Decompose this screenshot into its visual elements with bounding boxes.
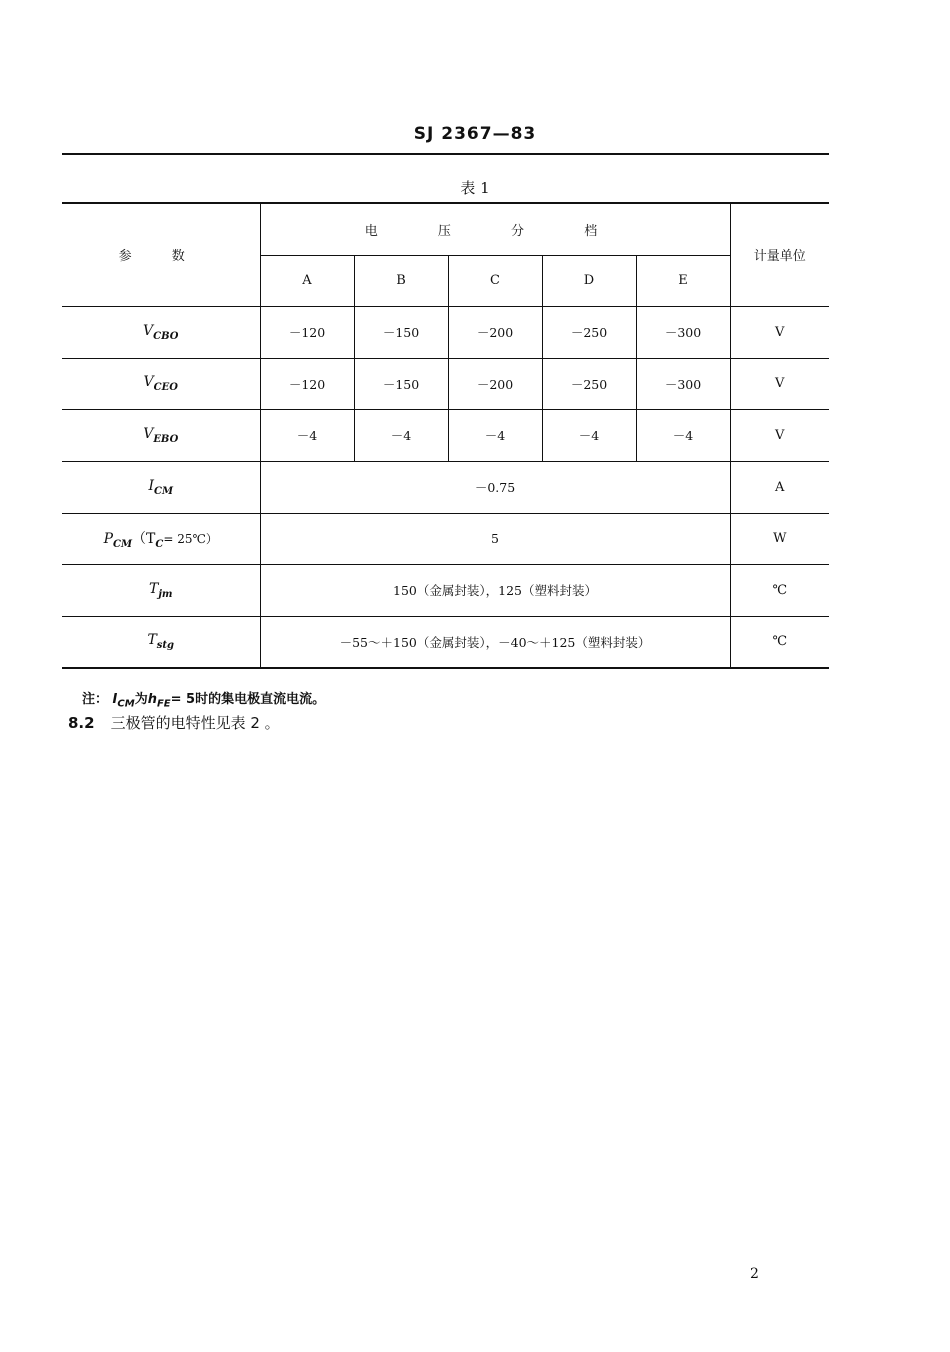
unit-cell: V: [730, 409, 829, 461]
merged-value-cell: －55～＋150（金属封装），－40～＋125（塑料封装）: [260, 616, 730, 668]
table-row: [62, 409, 829, 461]
param-symbol: V: [143, 425, 154, 442]
note-h: h: [147, 692, 157, 707]
table-row: [62, 513, 829, 564]
param-cell: [62, 564, 260, 616]
param-symbol: V: [143, 322, 154, 339]
param-subscript: jm: [158, 588, 173, 600]
param-subscript: CM: [113, 538, 133, 550]
param-symbol: I: [148, 477, 154, 494]
grade-cell: D: [542, 255, 636, 306]
param-subscript: CBO: [153, 330, 179, 342]
value-cell: －4: [636, 409, 730, 461]
note-symbol-subscript: CM: [117, 698, 135, 710]
table-row: [62, 358, 829, 409]
param-condition-subscript: C: [155, 538, 164, 550]
unit-cell: V: [730, 306, 829, 358]
param-cell: [62, 409, 260, 461]
value-cell: －250: [542, 306, 636, 358]
spec-table: [62, 202, 829, 669]
value-cell: －150: [354, 306, 448, 358]
table-note: [82, 688, 325, 710]
value-cell: －200: [448, 306, 542, 358]
note-symbol: I: [112, 692, 118, 707]
param-subscript: EBO: [153, 433, 179, 445]
param-subscript: CM: [154, 485, 174, 497]
value-cell: －4: [542, 409, 636, 461]
value-cell: －300: [636, 306, 730, 358]
voltage-group-header: 电 压 分 档: [260, 203, 730, 255]
note-tail: = 5时的集电极直流电流。: [170, 692, 326, 707]
table-header-row: [62, 203, 829, 255]
grade-cell: B: [354, 255, 448, 306]
param-cell: [62, 358, 260, 409]
table-title: 表 1: [460, 179, 490, 197]
param-subscript: CEO: [153, 381, 178, 393]
param-condition: （T: [132, 530, 156, 547]
param-cell: [62, 616, 260, 668]
section-8-2: [68, 712, 280, 733]
note-h-subscript: FE: [156, 698, 171, 710]
table-row: [62, 461, 829, 513]
note-prefix: 注：: [82, 692, 109, 707]
grade-cell: A: [260, 255, 354, 306]
section-text: 三极管的电特性见表 2 。: [110, 714, 280, 732]
param-cell: [62, 461, 260, 513]
unit-cell: V: [730, 358, 829, 409]
param-cell: [62, 306, 260, 358]
value-cell: －4: [448, 409, 542, 461]
unit-cell: ℃: [730, 564, 829, 616]
section-number: 8.2: [68, 714, 95, 732]
unit-cell: A: [730, 461, 829, 513]
unit-header: 计量单位: [730, 203, 829, 306]
param-symbol: T: [147, 632, 157, 649]
page-number: 2: [750, 1266, 759, 1282]
document-code: SJ 2367—83: [413, 124, 537, 144]
param-cell: [62, 513, 260, 564]
value-cell: －4: [260, 409, 354, 461]
note-mid: 为: [134, 692, 148, 707]
table-row: [62, 564, 829, 616]
value-cell: －120: [260, 358, 354, 409]
header-rule: [62, 153, 829, 155]
table-row: [62, 616, 829, 668]
grade-cell: C: [448, 255, 542, 306]
value-cell: －250: [542, 358, 636, 409]
merged-value-cell: 5: [260, 513, 730, 564]
param-condition-tail: = 25℃）: [163, 531, 218, 546]
param-subscript: stg: [156, 640, 175, 652]
value-cell: －150: [354, 358, 448, 409]
merged-value-cell: －0.75: [260, 461, 730, 513]
param-symbol: P: [103, 530, 113, 547]
grade-cell: E: [636, 255, 730, 306]
value-cell: －200: [448, 358, 542, 409]
param-symbol: T: [148, 580, 159, 597]
value-cell: －4: [354, 409, 448, 461]
param-header: 参 数: [62, 203, 260, 306]
param-symbol: V: [143, 374, 154, 391]
merged-value-cell: 150（金属封装），125（塑料封装）: [260, 564, 730, 616]
unit-cell: ℃: [730, 616, 829, 668]
unit-cell: W: [730, 513, 829, 564]
value-cell: －300: [636, 358, 730, 409]
table-row: [62, 306, 829, 358]
value-cell: －120: [260, 306, 354, 358]
